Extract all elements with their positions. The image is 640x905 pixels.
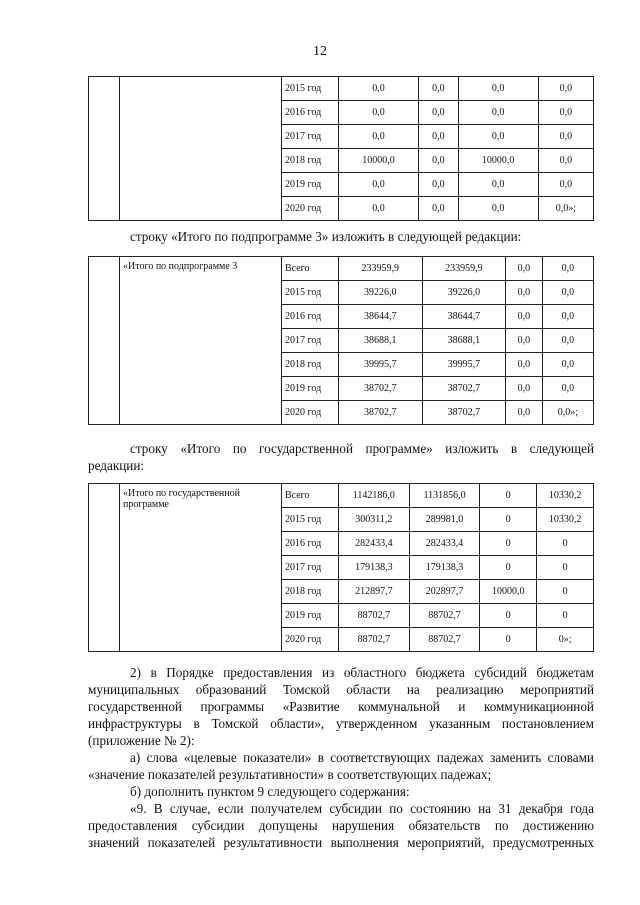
- instruction-paragraph: строку «Итого по государственной программе» изложить в следующей: [130, 441, 594, 456]
- value-cell: 0,0: [339, 77, 419, 101]
- year-cell: 2017 год: [282, 556, 339, 580]
- body-line: «9. В случае, если получателем субсидии по состоянию на 31 декабря года: [130, 801, 594, 816]
- body-line: инфраструктуры в Томской области», утвержденном указанным постановлением: [88, 716, 594, 731]
- value-cell: 88702,7: [339, 628, 410, 652]
- value-cell: 10330,2: [537, 508, 594, 532]
- year-cell: 2016 год: [282, 532, 339, 556]
- value-cell: 0,0: [506, 281, 543, 305]
- table-cell: [89, 484, 120, 652]
- value-cell: 0: [480, 532, 537, 556]
- value-cell: 10000,0: [480, 580, 537, 604]
- body-line: 2) в Порядке предоставления из областного бюджета субсидий бюджетам: [130, 665, 594, 680]
- value-cell: 0,0: [506, 305, 543, 329]
- value-cell: 0: [537, 604, 594, 628]
- value-cell: 0,0: [506, 329, 543, 353]
- value-cell: 179138,3: [409, 556, 480, 580]
- value-cell: 10000,0: [339, 149, 419, 173]
- value-cell: 0,0»;: [542, 401, 593, 425]
- table-cell: [89, 77, 120, 221]
- value-cell: 38702,7: [422, 401, 506, 425]
- body-line: государственной программы «Развитие коммунальной и коммуникационной: [88, 699, 594, 714]
- value-cell: 1142186,0: [339, 484, 410, 508]
- year-cell: 2020 год: [282, 401, 339, 425]
- table-row: [89, 257, 594, 281]
- value-cell: 0: [480, 604, 537, 628]
- value-cell: 282433,4: [339, 532, 410, 556]
- value-cell: 0,0: [458, 77, 538, 101]
- value-cell: 39995,7: [422, 353, 506, 377]
- value-cell: 39995,7: [339, 353, 423, 377]
- value-cell: 0,0: [542, 305, 593, 329]
- value-cell: 0: [480, 556, 537, 580]
- year-cell: 2019 год: [282, 173, 339, 197]
- value-cell: 0: [537, 532, 594, 556]
- value-cell: 0,0: [538, 77, 593, 101]
- body-line: значений показателей результативности выполнения мероприятий, предусмотренных: [88, 835, 594, 850]
- instruction-paragraph: строку «Итого по подпрограмме 3» изложить в следующей редакции:: [130, 229, 522, 244]
- value-cell: 39226,0: [422, 281, 506, 305]
- year-cell: 2020 год: [282, 628, 339, 652]
- value-cell: 10000,0: [458, 149, 538, 173]
- value-cell: 0,0: [506, 353, 543, 377]
- body-line: предоставления субсидии допущены нарушения обязательств по достижению: [88, 818, 594, 833]
- value-cell: 10330,2: [537, 484, 594, 508]
- value-cell: 0,0: [506, 257, 543, 281]
- value-cell: 282433,4: [409, 532, 480, 556]
- table-row: [89, 77, 594, 101]
- row-label: «Итого по подпрограмме 3: [120, 257, 282, 425]
- value-cell: 0: [480, 628, 537, 652]
- value-cell: 0,0: [419, 101, 459, 125]
- value-cell: 233959,9: [422, 257, 506, 281]
- body-line: (приложение № 2):: [88, 733, 195, 748]
- value-cell: 0,0: [506, 401, 543, 425]
- value-cell: 0,0: [538, 149, 593, 173]
- year-cell: 2019 год: [282, 604, 339, 628]
- row-label: «Итого по государственной программе: [120, 484, 282, 652]
- value-cell: 0,0: [419, 77, 459, 101]
- value-cell: 0,0: [458, 101, 538, 125]
- value-cell: 88702,7: [409, 628, 480, 652]
- value-cell: 0,0: [339, 101, 419, 125]
- value-cell: 88702,7: [409, 604, 480, 628]
- value-cell: 0: [480, 508, 537, 532]
- table-cell: [120, 77, 282, 221]
- year-cell: 2016 год: [282, 101, 339, 125]
- year-cell: 2015 год: [282, 281, 339, 305]
- value-cell: 0,0: [542, 281, 593, 305]
- value-cell: 0: [537, 580, 594, 604]
- value-cell: 0,0: [538, 173, 593, 197]
- value-cell: 0,0: [542, 353, 593, 377]
- table-subprogram-3-total: [88, 256, 594, 425]
- body-line: б) дополнить пунктом 9 следующего содержания:: [130, 784, 410, 799]
- value-cell: 0,0: [419, 197, 459, 221]
- value-cell: 0,0: [419, 125, 459, 149]
- value-cell: 0,0: [538, 101, 593, 125]
- year-cell: 2020 год: [282, 197, 339, 221]
- value-cell: 0,0: [339, 125, 419, 149]
- value-cell: 0,0: [458, 197, 538, 221]
- instruction-paragraph-continuation: редакции:: [88, 458, 145, 473]
- table-state-program-total: [88, 483, 594, 652]
- value-cell: 1131856,0: [409, 484, 480, 508]
- year-cell: 2018 год: [282, 353, 339, 377]
- year-cell: 2019 год: [282, 377, 339, 401]
- page-number: 12: [313, 44, 327, 59]
- body-line: «значение показателей результативности» в соответствующих падежах;: [88, 767, 492, 782]
- value-cell: 202897,7: [409, 580, 480, 604]
- value-cell: 0,0: [339, 173, 419, 197]
- year-cell: 2016 год: [282, 305, 339, 329]
- value-cell: 38688,1: [339, 329, 423, 353]
- value-cell: 38702,7: [339, 401, 423, 425]
- value-cell: 289981,0: [409, 508, 480, 532]
- year-cell: 2015 год: [282, 77, 339, 101]
- value-cell: 0,0: [542, 257, 593, 281]
- year-cell: 2018 год: [282, 149, 339, 173]
- value-cell: 0,0: [339, 197, 419, 221]
- value-cell: 0,0: [538, 125, 593, 149]
- body-line: а) слова «целевые показатели» в соответствующих падежах заменить словами: [130, 750, 594, 765]
- value-cell: 38644,7: [422, 305, 506, 329]
- value-cell: 38644,7: [339, 305, 423, 329]
- year-cell: 2018 год: [282, 580, 339, 604]
- body-line: муниципальных образований Томской области на реализацию мероприятий: [88, 682, 594, 697]
- value-cell: 0: [537, 556, 594, 580]
- value-cell: 0,0: [542, 377, 593, 401]
- value-cell: 0: [480, 484, 537, 508]
- year-cell: Всего: [282, 484, 339, 508]
- value-cell: 38688,1: [422, 329, 506, 353]
- year-cell: 2015 год: [282, 508, 339, 532]
- value-cell: 0,0: [458, 173, 538, 197]
- value-cell: 38702,7: [422, 377, 506, 401]
- value-cell: 0,0: [542, 329, 593, 353]
- year-cell: 2017 год: [282, 125, 339, 149]
- value-cell: 212897,7: [339, 580, 410, 604]
- table-cell: [89, 257, 120, 425]
- value-cell: 0,0: [419, 149, 459, 173]
- value-cell: 300311,2: [339, 508, 410, 532]
- value-cell: 0,0: [419, 173, 459, 197]
- value-cell: 88702,7: [339, 604, 410, 628]
- table-row: [89, 484, 594, 508]
- value-cell: 233959,9: [339, 257, 423, 281]
- value-cell: 0,0: [458, 125, 538, 149]
- table-subprogram-continuation: [88, 76, 594, 221]
- value-cell: 0,0: [506, 377, 543, 401]
- value-cell: 0»;: [537, 628, 594, 652]
- year-cell: 2017 год: [282, 329, 339, 353]
- value-cell: 0,0»;: [538, 197, 593, 221]
- value-cell: 179138,3: [339, 556, 410, 580]
- value-cell: 39226,0: [339, 281, 423, 305]
- year-cell: Всего: [282, 257, 339, 281]
- value-cell: 38702,7: [339, 377, 423, 401]
